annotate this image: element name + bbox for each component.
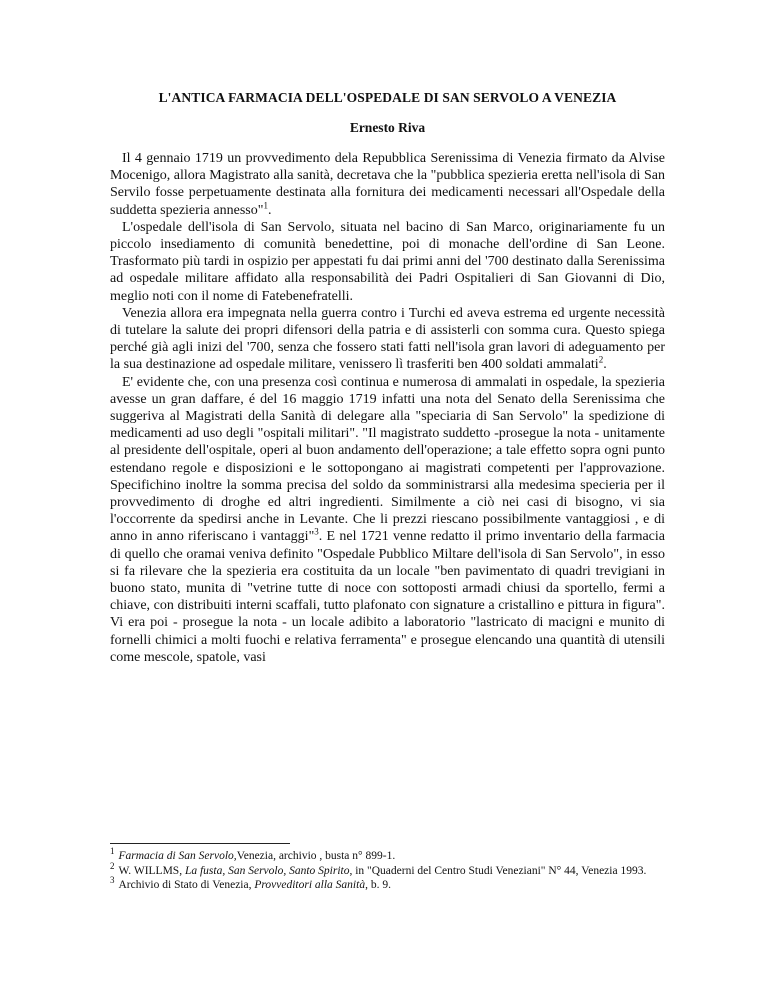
footnote-text: , b. 9. xyxy=(365,879,391,892)
paragraph-text: Il 4 gennaio 1719 un provvedimento dela Repubblica Serenissima di Venezia firmato da Alvise Mocenigo, allora Magistrato alla sanità, decretava che la "pubblica spezieria eretta nell'isola di San Servilo fosse perpetuamente destinata alla fornitura dei medicamenti necessari all'Ospedale della suddetta spezieria annesso" xyxy=(110,151,665,218)
footnote-italic: Farmacia di San Servolo, xyxy=(118,850,237,862)
footnote-ref: 3 xyxy=(314,526,319,537)
footnote xyxy=(110,846,665,864)
footnotes xyxy=(110,846,665,893)
footnote-italic: Provveditori alla Sanità xyxy=(254,879,366,892)
paragraph xyxy=(110,150,665,219)
footnote-text: , in "Quaderni del Centro Studi Veneziani" N° 44, Venezia 1993. xyxy=(349,864,647,877)
footnote-italic: La fusta, San Servolo, Santo Spirito xyxy=(184,864,350,877)
paragraph xyxy=(110,374,665,666)
footnote-number: 3 xyxy=(110,875,115,886)
paragraph-text-after: . E nel 1721 venne redatto il primo inventario della farmacia di quello che oramai veniva definito "Ospedale Pubblico Miltare dell'isola di San Servolo", in esso si fa rilevare che la spezieria era costituita da un locale "ben pavimentato di quadri trevigiani in buono stato, munita di "vetrine tutte di noce con sottoposti armadi chiusi da sportello, fermi a chiave, con distribuiti interni scaffali, tutto plafonato con signature a cristallino e pittura in figura". Vi era poi - prosegue la nota - un locale adibito a laboratorio "lastricato di macigni e munito di fornelli chimici a molti fuochi e relativa ferramenta" e prosegue elencando una quantità di utensili come mescole, spatole, vasi xyxy=(110,529,665,665)
footnote-number: 1 xyxy=(110,846,115,857)
paragraph-text: E' evidente che, con una presenza così continua e numerosa di ammalati in ospedale, la spezieria avesse un gran daffare, é del 16 maggio 1719 infatti una nota del Senato della Serenissima che suggeriva al Magistrati della Sanità di delegare alla "speciaria di San Servolo" la spedizione di medicamenti ad uso degli "ospitali militari". "Il magistrato suddetto -prosegue la nota - unitamente al presidente dell'ospitale, operi al buon andamento dell'operazione; a tale effetto sopra ogni punto estendano regole e disposizioni e le sottopongano ai magistrati competenti per l'approvazione. Specifichino inoltre la somma precisa del soldo da somministrarsi alla medesima specieria per il provvedimento di droghe ed altri ingredienti. Similmente a ciò nei casi di bisogno, vi sia l'occorrente da spedirsi anche in Levante. Che li prezzi riescano possibilmente vantaggiosi , e di anno in anno riferiscano i vantaggi" xyxy=(110,374,665,545)
author-name: Ernesto Riva xyxy=(349,120,426,135)
footnote-divider xyxy=(110,843,290,844)
paragraph xyxy=(110,305,665,374)
paragraph-text: Venezia allora era impegnata nella guerra contro i Turchi ed aveva estrema ed urgente necessità di tutelare la salute dei propri difensori della patria e di assisterli con somma cura. Questo spiega perché già agli inizi del '700, senza che fossero stati fatti nell'isola gran lavori di adeguamento per la sua destinazione ad ospedale militare, venissero lì trasferiti ben 400 soldati ammalati xyxy=(110,305,665,373)
footnote-number: 2 xyxy=(110,860,115,871)
footnote-text: Venezia, archivio , busta n° 899-1. xyxy=(236,850,396,862)
footnote xyxy=(110,860,665,879)
paragraph-text-after: . xyxy=(603,357,607,373)
footnote-text: W. WILLMS, xyxy=(118,864,185,877)
footnote-ref: 1 xyxy=(263,199,268,210)
footnote-text: Archivio di Stato di Venezia, xyxy=(118,879,255,892)
paragraph-text: L'ospedale dell'isola di San Servolo, situata nel bacino di San Marco, originariamente fu un piccolo insediamento di comunità benedettine, poi di monache dell'ordine di San Leone. Trasformato più tardi in ospizio per appestati fu dai primi anni del '700 destinato dalla Serenissima ad ospedale militare affidato alla responsabilità dei Padri Ospitalieri di San Giovanni di Dio, meglio noti con il nome di Fatebenefratelli. xyxy=(110,219,665,304)
document-title: L'ANTICA FARMACIA DELL'OSPEDALE DI SAN SERVOLO A VENEZIA xyxy=(158,90,617,105)
body-text xyxy=(110,150,665,666)
paragraph xyxy=(110,219,665,305)
footnote-ref: 2 xyxy=(598,354,604,365)
footnote xyxy=(110,875,665,893)
paragraph-text-after: . xyxy=(267,202,272,218)
